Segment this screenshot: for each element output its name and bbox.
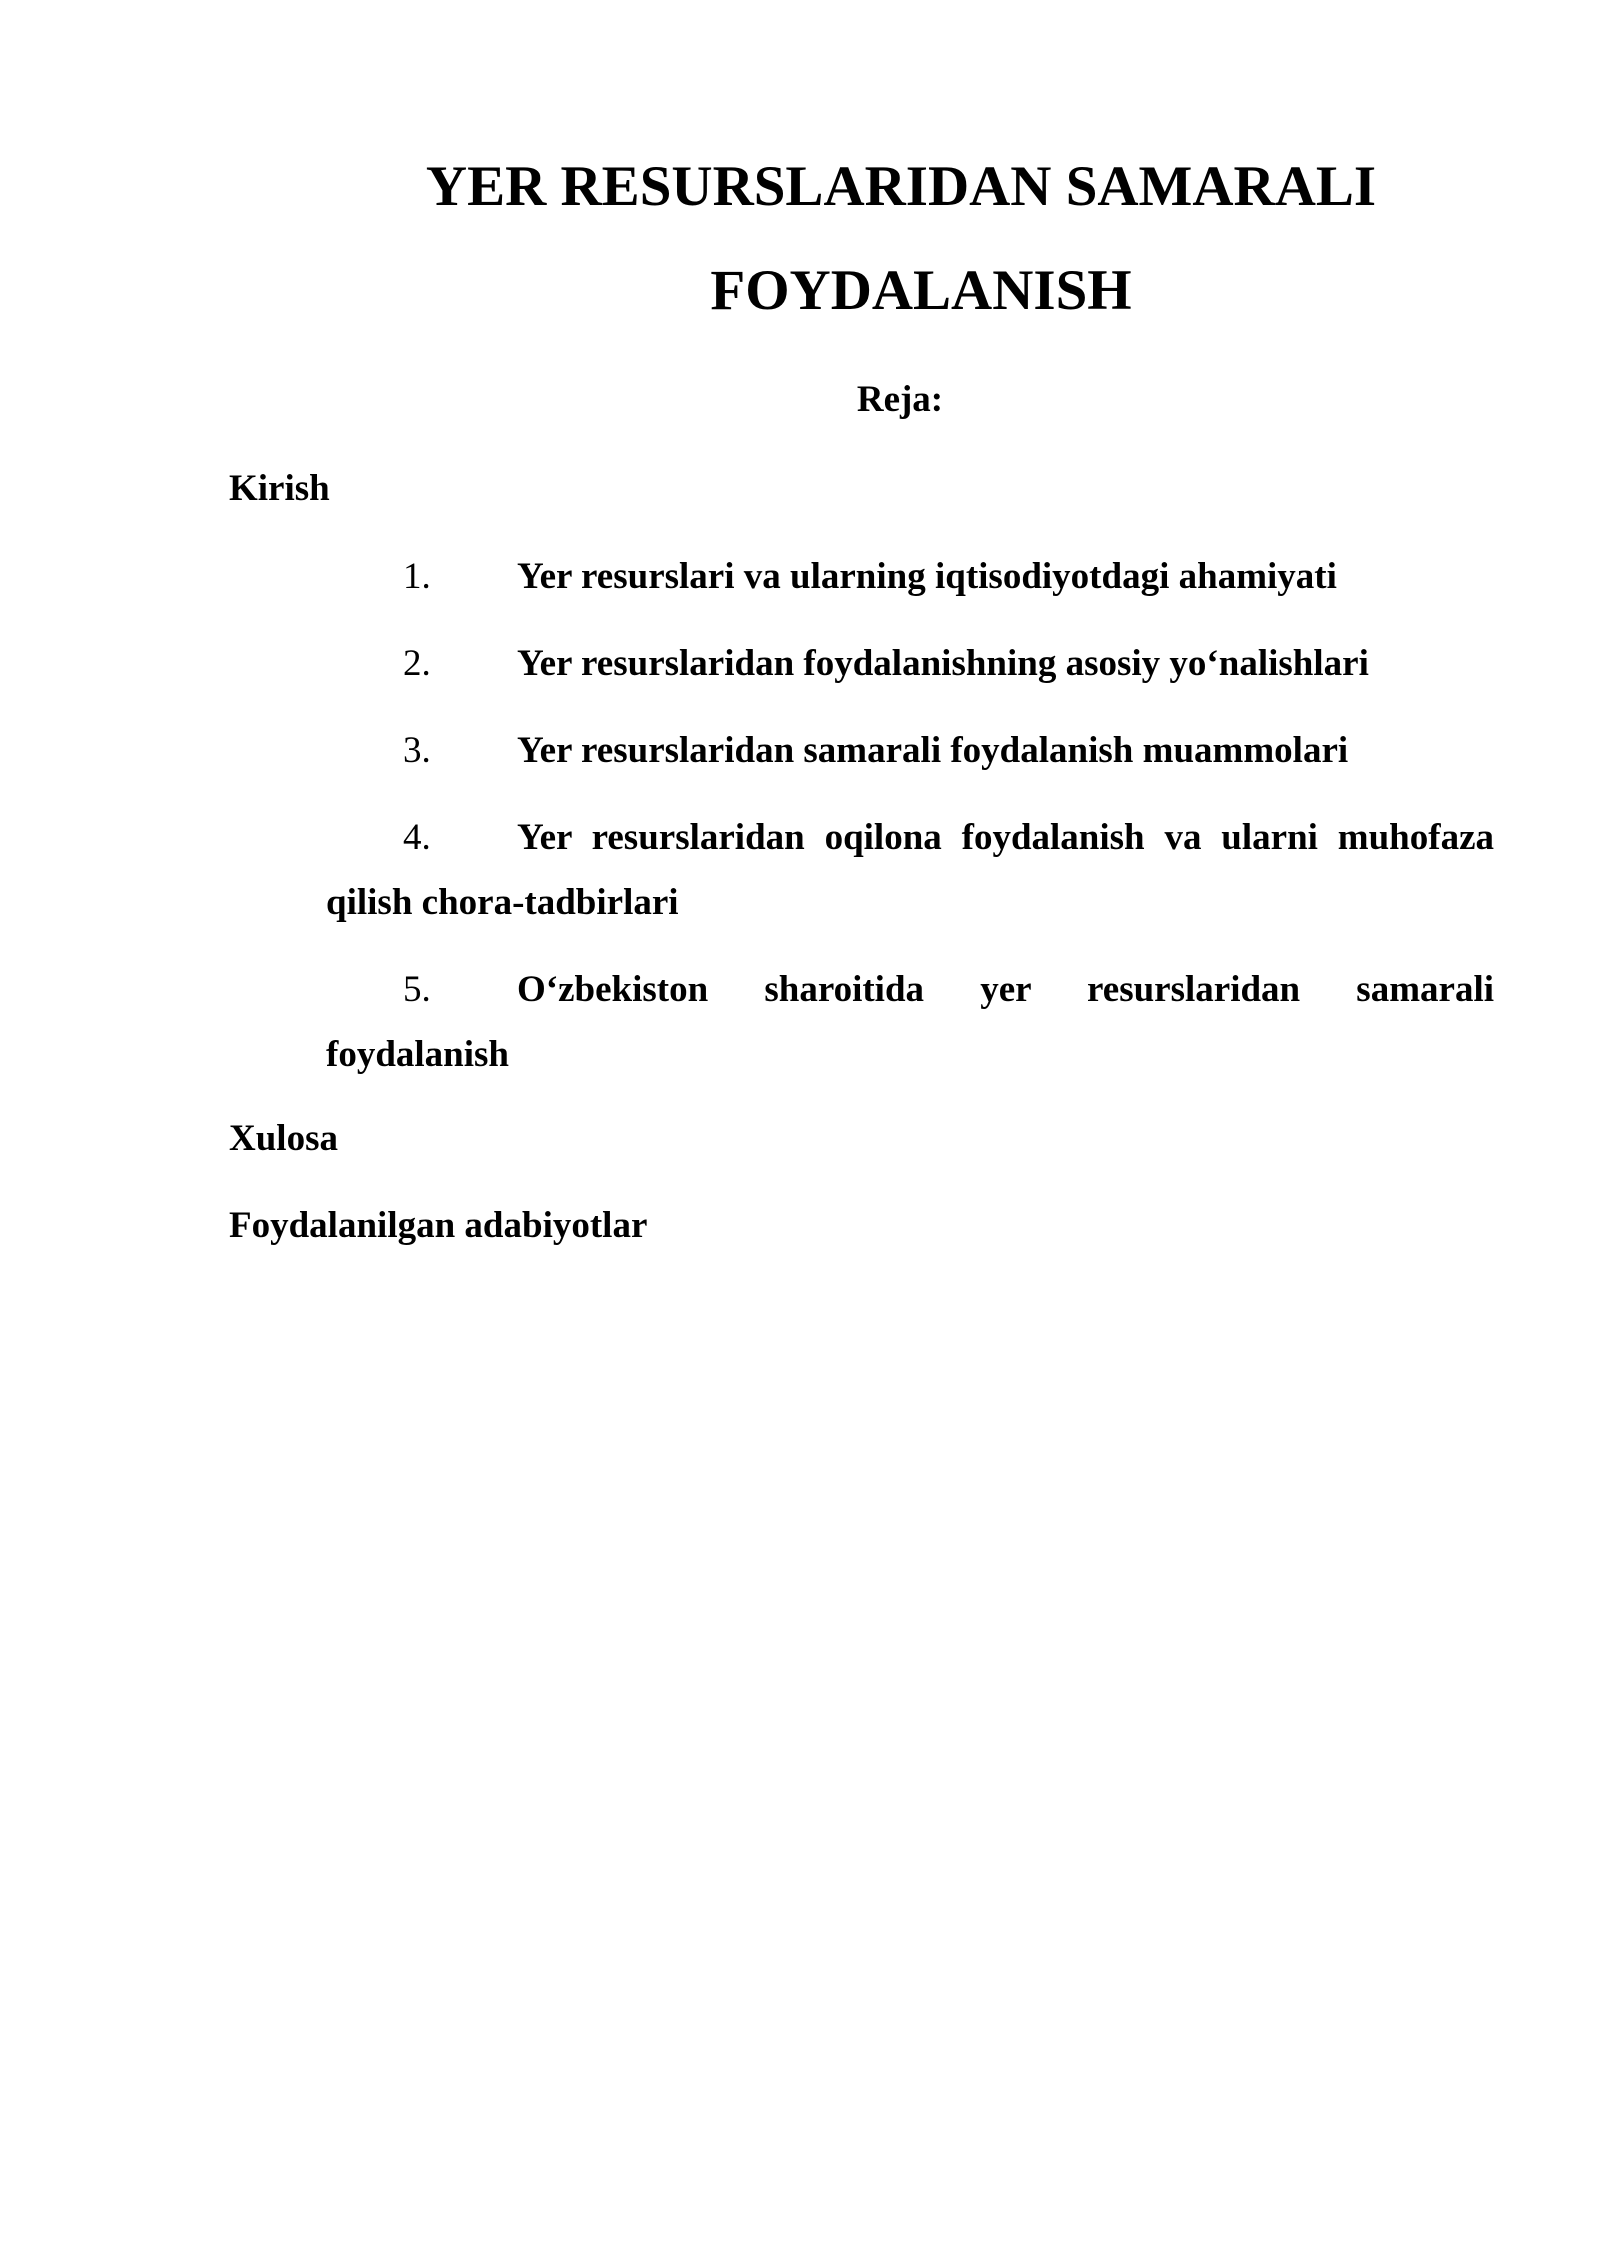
- plan-item-text: Yer resurslaridan samarali foydalanish muammolari: [517, 730, 1349, 771]
- plan-item-text: Yer resurslaridan oqilona foydalanish va ularni muhofaza qilish chora-tadbirlari: [326, 817, 1494, 923]
- plan-item-number: 4.: [403, 817, 431, 858]
- plan-item-number: 1.: [403, 556, 431, 597]
- plan-item-number: 3.: [403, 730, 431, 771]
- plan-item-3: [326, 718, 1494, 783]
- plan-item-4: [326, 805, 1494, 935]
- plan-item-1: [326, 544, 1494, 609]
- plan-item-text: Yer resurslaridan foydalanishning asosiy yo‘nalishlari: [517, 643, 1369, 684]
- plan-heading: Reja:: [856, 379, 944, 420]
- plan-item-text: O‘zbekiston sharoitida yer resurslaridan samarali foydalanish: [326, 969, 1494, 1075]
- section-references: Foydalanilgan adabiyotlar: [229, 1205, 648, 1246]
- section-conclusion: Xulosa: [229, 1118, 338, 1159]
- plan-item-number: 2.: [403, 643, 431, 684]
- plan-item-5: [326, 957, 1494, 1087]
- document-title-line2: FOYDALANISH: [710, 259, 1132, 322]
- plan-item-2: [326, 631, 1494, 696]
- plan-item-number: 5.: [403, 969, 431, 1010]
- document-title-line1: YER RESURSLARIDAN SAMARALI: [425, 155, 1377, 218]
- plan-item-text: Yer resurslari va ularning iqtisodiyotdagi ahamiyati: [517, 556, 1337, 597]
- section-intro: Kirish: [229, 468, 330, 509]
